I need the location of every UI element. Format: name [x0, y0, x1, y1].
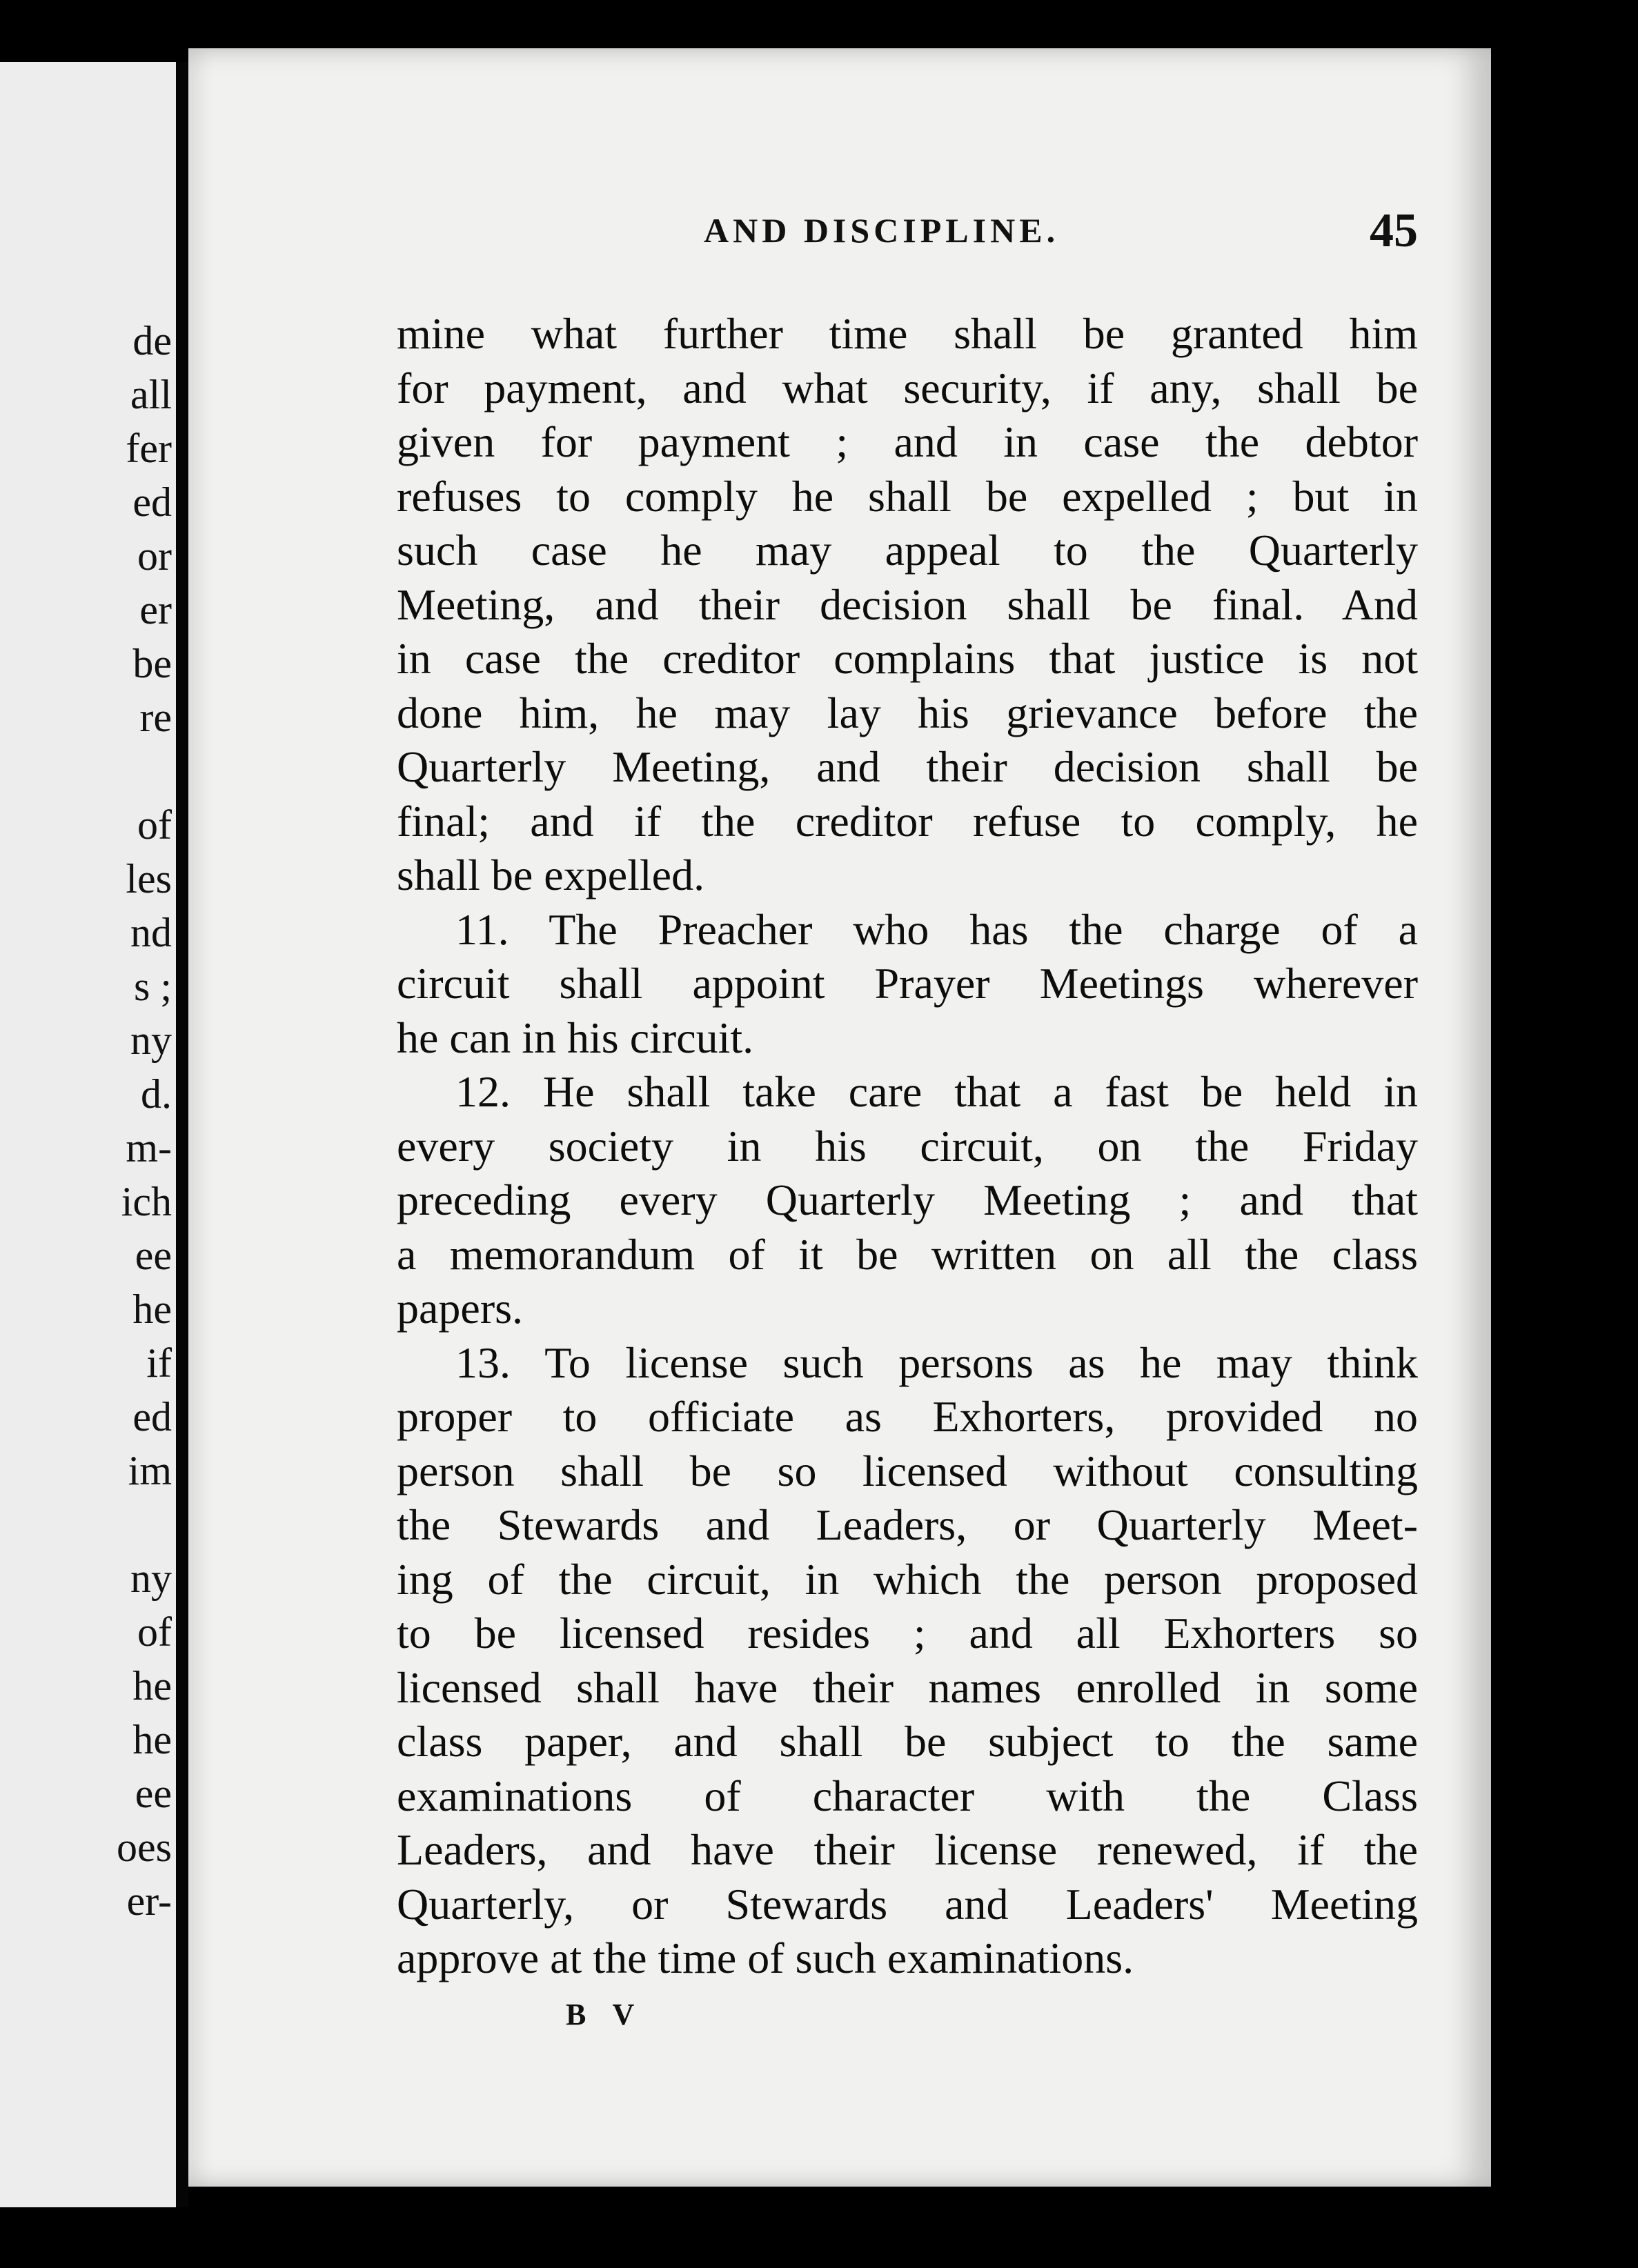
facing-page-fragment: ny	[130, 1017, 172, 1063]
facing-page-fragment: ed	[132, 1394, 172, 1440]
facing-page-fragment: or	[137, 533, 172, 579]
facing-page-fragment: im	[128, 1448, 172, 1493]
text-line: Quarterly Meeting, and their decision shall be	[397, 742, 1418, 791]
facing-page-fragment: he	[132, 1286, 172, 1332]
text-line: shall be expelled.	[397, 850, 705, 899]
facing-page-fragment: he	[132, 1663, 172, 1709]
facing-page-fragment: of	[137, 802, 172, 848]
facing-page-fragment: les	[126, 856, 172, 902]
facing-page-fragment: of	[137, 1609, 172, 1655]
facing-page-text-fragments	[6, 314, 172, 1928]
text-line: he can in his circuit.	[397, 1013, 754, 1062]
facing-page-fragment: be	[132, 641, 172, 686]
text-line: for payment, and what security, if any, shall be	[397, 363, 1418, 412]
text-line: 13. To license such persons as he may think	[455, 1337, 1418, 1387]
text-line: Meeting, and their decision shall be final. And	[397, 579, 1418, 629]
text-line: refuses to comply he shall be expelled ; but in	[397, 471, 1418, 521]
text-line: mine what further time shall be granted him	[397, 309, 1418, 358]
facing-page-fragment: ny	[130, 1555, 172, 1601]
facing-page-fragment: he	[132, 1717, 172, 1762]
scan-border	[1491, 41, 1638, 2268]
text-line: to be licensed resides ; and all Exhorters so	[397, 1609, 1418, 1658]
facing-page-fragment: ed	[132, 479, 172, 525]
text-line: final; and if the creditor refuse to comply, he	[397, 796, 1418, 846]
text-line: examinations of character with the Class	[397, 1771, 1418, 1820]
page-number: 45	[1370, 204, 1418, 257]
facing-page-edge	[0, 62, 176, 2207]
text-line: person shall be so licensed without consulting	[397, 1446, 1418, 1495]
facing-page-fragment: ich	[121, 1179, 172, 1224]
facing-page-fragment	[6, 744, 172, 798]
text-line: proper to officiate as Exhorters, provided no	[397, 1392, 1418, 1441]
facing-page-fragment: if	[146, 1340, 172, 1386]
facing-page-fragment: all	[130, 372, 172, 417]
facing-page-fragment: er-	[126, 1878, 172, 1924]
running-head: AND DISCIPLINE.	[704, 211, 1060, 250]
body-text	[397, 307, 1418, 1986]
text-line: given for payment ; and in case the debtor	[397, 417, 1418, 466]
facing-page-fragment	[6, 1498, 172, 1551]
text-line: the Stewards and Leaders, or Quarterly Meet-	[397, 1500, 1418, 1549]
signature-mark: B V	[566, 1998, 644, 2031]
facing-page-fragment: re	[139, 695, 172, 740]
facing-page-fragment: ee	[135, 1233, 172, 1278]
text-line: class paper, and shall be subject to the same	[397, 1717, 1418, 1766]
facing-page-fragment: de	[132, 318, 172, 364]
facing-page-fragment: s ;	[133, 964, 172, 1009]
facing-page-fragment: fer	[126, 426, 172, 471]
text-line: done him, he may lay his grievance before the	[397, 688, 1418, 737]
page-header	[697, 203, 1418, 266]
text-line: licensed shall have their names enrolled in some	[397, 1662, 1418, 1712]
text-line: circuit shall appoint Prayer Meetings wherever	[397, 959, 1418, 1008]
text-line: 12. He shall take care that a fast be held in	[455, 1067, 1418, 1116]
facing-page-fragment: nd	[130, 910, 172, 955]
facing-page-fragment: er	[139, 587, 172, 633]
text-line: a memorandum of it be written on all the class	[397, 1229, 1418, 1279]
text-line: 11. The Preacher who has the charge of a	[455, 904, 1418, 954]
text-line: every society in his circuit, on the Friday	[397, 1121, 1418, 1171]
facing-page-fragment: d.	[141, 1071, 172, 1117]
book-gutter	[176, 62, 188, 2207]
text-line: papers.	[397, 1284, 524, 1333]
text-line: approve at the time of such examinations.	[397, 1933, 1134, 1982]
text-line: Quarterly, or Stewards and Leaders' Meeting	[397, 1879, 1418, 1929]
facing-page-fragment: m-	[126, 1125, 172, 1171]
text-line: preceding every Quarterly Meeting ; and that	[397, 1175, 1418, 1224]
text-line: such case he may appeal to the Quarterly	[397, 526, 1418, 575]
facing-page-fragment: oes	[117, 1824, 172, 1870]
text-line: in case the creditor complains that justice is not	[397, 634, 1418, 683]
facing-page-fragment: ee	[135, 1771, 172, 1816]
text-line: Leaders, and have their license renewed, if the	[397, 1825, 1418, 1874]
text-line: ing of the circuit, in which the person proposed	[397, 1554, 1418, 1604]
